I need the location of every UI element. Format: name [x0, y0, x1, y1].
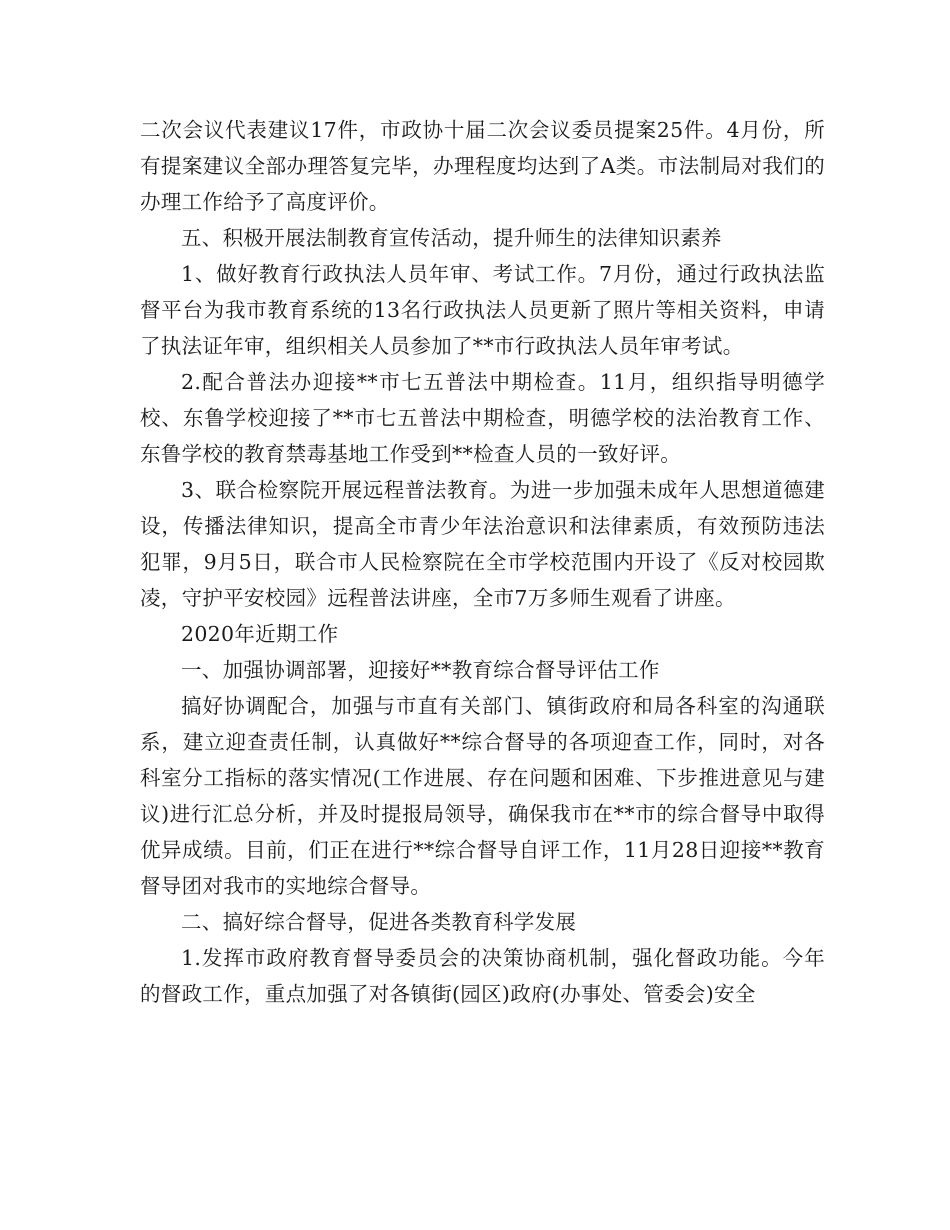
document-body: [140, 112, 825, 1012]
section-heading-2: 二、搞好综合督导，促进各类教育科学发展: [181, 910, 577, 934]
section-title-recent-work: 2020年近期工作: [181, 622, 339, 646]
section-heading-1: 一、加强协调部署，迎接好**教育综合督导评估工作: [181, 658, 660, 682]
paragraph-1: 二次会议代表建议17件，市政协十届二次会议委员提案25件。4月份，所有提案建议全部办理答复完毕，办理程度均达到了A类。市法制局对我们的办理工作给予了高度评价。: [140, 118, 825, 214]
paragraph-item-1: 1、做好教育行政执法人员年审、考试工作。7月份，通过行政执法监督平台为我市教育系统的13名行政执法人员更新了照片等相关资料，申请了执法证年审，组织相关人员参加了**市行政执法人员年审考试。: [140, 262, 825, 358]
paragraph-coordination: 搞好协调配合，加强与市直有关部门、镇街政府和局各科室的沟通联系，建立迎查责任制，认真做好**综合督导的各项迎查工作，同时，对各科室分工指标的落实情况(工作进展、存在问题和困难、下步推进意见与建议)进行汇总分析，并及时提报局领导，确保我市在**市的综合督导中取得优异成绩。目前，们正在进行**综合督导自评工作，11月28日迎接**教育督导团对我市的实地综合督导。: [140, 694, 825, 898]
paragraph-item-2: 2.配合普法办迎接**市七五普法中期检查。11月，组织指导明德学校、东鲁学校迎接了**市七五普法中期检查，明德学校的法治教育工作、东鲁学校的教育禁毒基地工作受到**检查人员的一致好评。: [140, 370, 825, 466]
paragraph-item-3: 3、联合检察院开展远程普法教育。为进一步加强未成年人思想道德建设，传播法律知识，提高全市青少年法治意识和法律素质，有效预防违法犯罪，9月5日，联合市人民检察院在全市学校范围内开设了《反对校园欺凌，守护平安校园》远程普法讲座，全市7万多师生观看了讲座。: [140, 478, 825, 610]
paragraph-supervision: 1.发挥市政府教育督导委员会的决策协商机制，强化督政功能。今年的督政工作，重点加强了对各镇街(园区)政府(办事处、管委会)安全: [140, 946, 825, 1006]
section-heading-5: 五、积极开展法制教育宣传活动，提升师生的法律知识素养: [181, 226, 722, 250]
